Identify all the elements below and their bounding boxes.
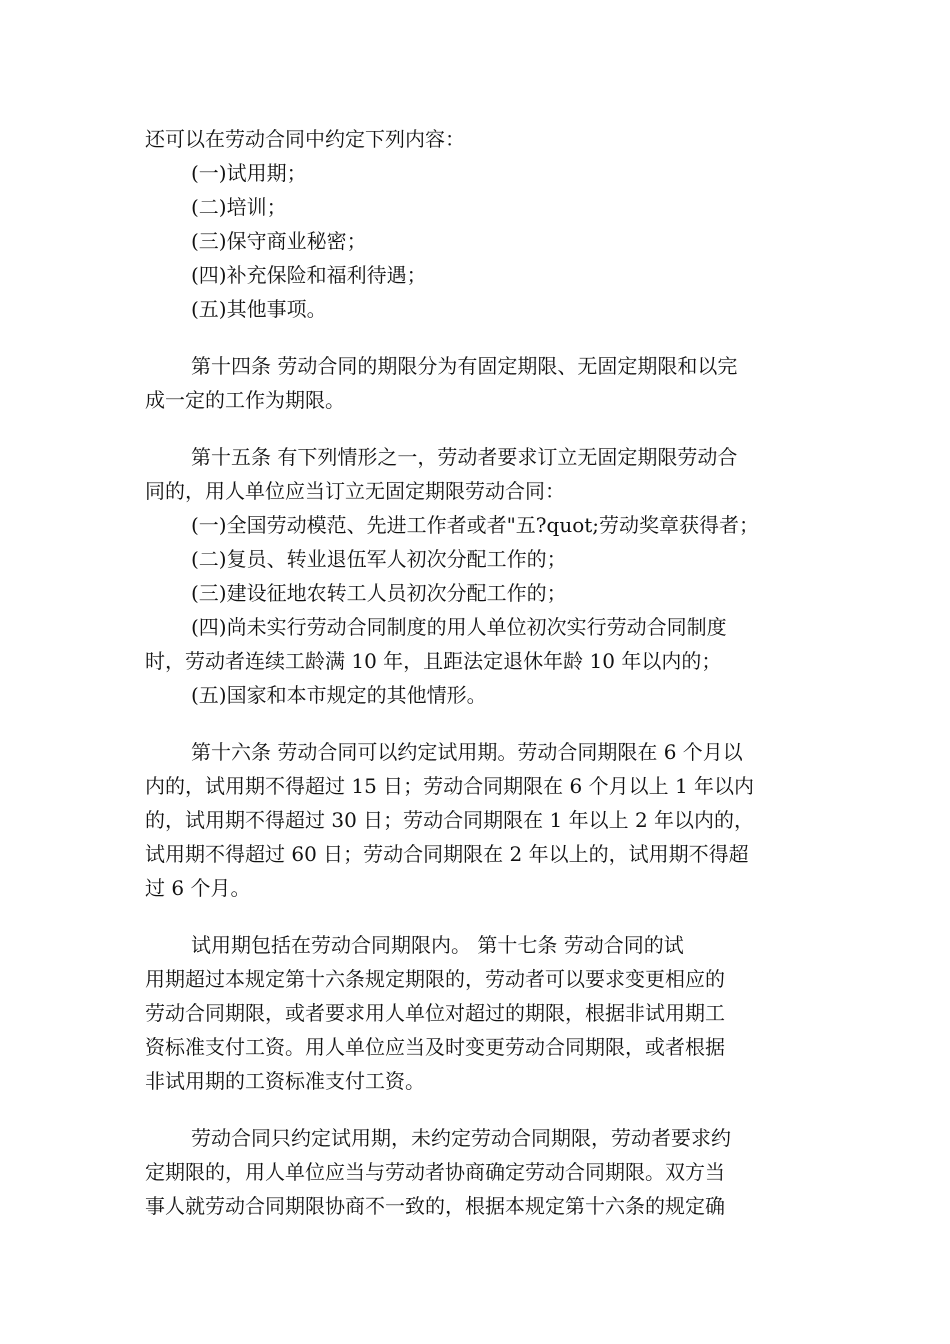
text-line: 的，试用期不得超过 30 日；劳动合同期限在 1 年以上 2 年以内的， <box>145 808 755 832</box>
paragraph <box>145 440 810 712</box>
text-line: (三)建设征地农转工人员初次分配工作的； <box>191 581 567 605</box>
text-line: (三)保守商业秘密； <box>191 229 367 253</box>
text-line: 第十六条 劳动合同可以约定试用期。劳动合同期限在 6 个月以 <box>191 740 743 764</box>
paragraph <box>145 735 810 905</box>
paragraph-gap <box>145 712 810 735</box>
paragraph-gap <box>145 905 810 928</box>
text-line: 过 6 个月。 <box>145 876 251 900</box>
text-line: 试用期包括在劳动合同期限内。 第十七条 劳动合同的试 <box>191 933 684 957</box>
paragraph-gap <box>145 326 810 349</box>
text-line: 资标准支付工资。用人单位应当及时变更劳动合同期限，或者根据 <box>145 1035 725 1059</box>
text-line: (一)试用期； <box>191 161 307 185</box>
text-line: 成一定的工作为期限。 <box>145 388 345 412</box>
paragraph <box>145 1121 810 1223</box>
text-line: 内的，试用期不得超过 15 日；劳动合同期限在 6 个月以上 1 年以内 <box>145 774 755 798</box>
paragraph <box>145 122 810 326</box>
paragraph <box>145 349 810 417</box>
text-line: (二)培训； <box>191 195 287 219</box>
text-line: 同的，用人单位应当订立无固定期限劳动合同： <box>145 479 565 503</box>
text-line: (五)国家和本市规定的其他情形。 <box>191 683 487 707</box>
text-line: 劳动合同期限，或者要求用人单位对超过的期限，根据非试用期工 <box>145 1001 725 1025</box>
paragraph <box>145 928 810 1098</box>
text-line: 劳动合同只约定试用期，未约定劳动合同期限，劳动者要求约 <box>191 1126 731 1150</box>
text-line: 还可以在劳动合同中约定下列内容： <box>145 127 465 151</box>
text-line: 第十五条 有下列情形之一，劳动者要求订立无固定期限劳动合 <box>191 445 738 469</box>
text-line: (二)复员、转业退伍军人初次分配工作的； <box>191 547 567 571</box>
text-line: (五)其他事项。 <box>191 297 327 321</box>
text-line: 非试用期的工资标准支付工资。 <box>145 1069 425 1093</box>
text-line: (四)尚未实行劳动合同制度的用人单位初次实行劳动合同制度 <box>191 615 727 639</box>
text-line: 第十四条 劳动合同的期限分为有固定期限、无固定期限和以完 <box>191 354 738 378</box>
paragraph-gap <box>145 417 810 440</box>
text-line: 用期超过本规定第十六条规定期限的，劳动者可以要求变更相应的 <box>145 967 725 991</box>
paragraph-gap <box>145 1098 810 1121</box>
text-line: (一)全国劳动模范、先进工作者或者"五?quot;劳动奖章获得者； <box>191 513 760 537</box>
text-line: 试用期不得超过 60 日；劳动合同期限在 2 年以上的，试用期不得超 <box>145 842 749 866</box>
text-line: (四)补充保险和福利待遇； <box>191 263 427 287</box>
document-body <box>145 122 810 1223</box>
text-line: 定期限的，用人单位应当与劳动者协商确定劳动合同期限。双方当 <box>145 1160 725 1184</box>
text-line: 事人就劳动合同期限协商不一致的，根据本规定第十六条的规定确 <box>145 1194 725 1218</box>
text-line: 时，劳动者连续工龄满 10 年，且距法定退休年龄 10 年以内的； <box>145 649 722 673</box>
